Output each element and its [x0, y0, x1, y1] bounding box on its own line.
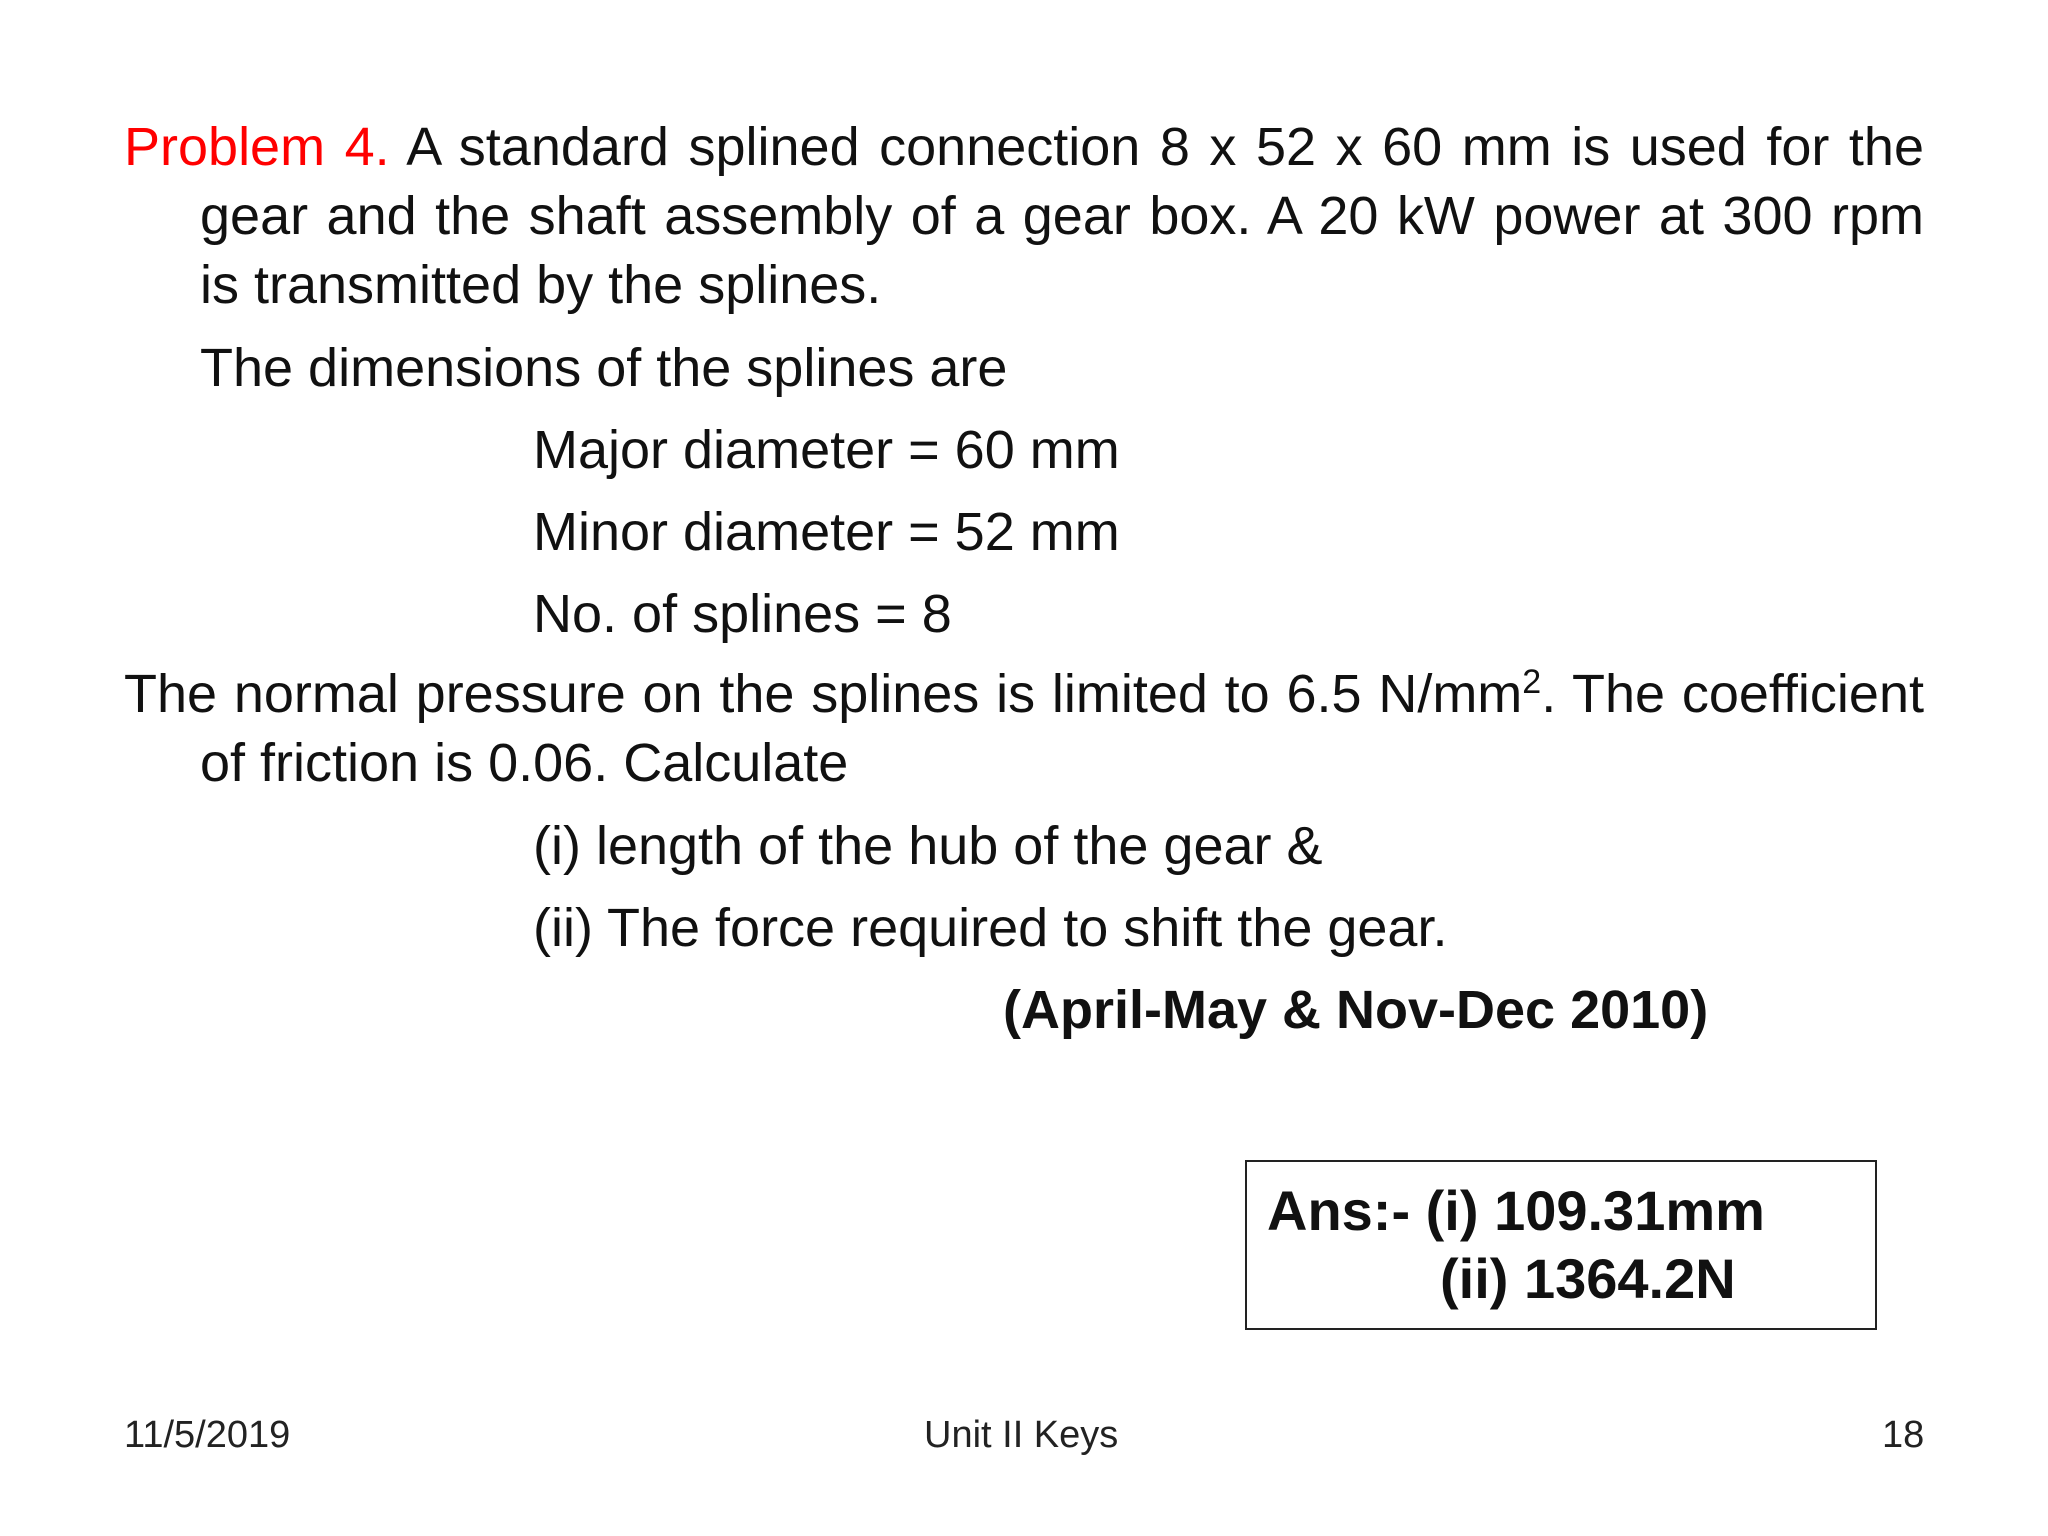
problem-text: A standard splined connection 8 x 52 x 60 mm is used for the gear and the shaft assembly of a gear box. A 20 kW power at 300 rpm is transmitted by the splines.: [200, 117, 1924, 315]
answer-line-1: Ans:- (i) 109.31mm: [1267, 1179, 1765, 1242]
task-shift-force: (ii) The force required to shift the gear.: [533, 898, 1448, 958]
pressure-tail: . The coefficient of friction is 0.06. Calculate: [200, 664, 1924, 793]
dimension-major-diameter: Major diameter = 60 mm: [533, 420, 1120, 480]
answer-box: [1245, 1160, 1877, 1330]
dimensions-intro: The dimensions of the splines are: [200, 338, 1008, 398]
exam-source: (April-May & Nov-Dec 2010): [1003, 980, 1709, 1040]
problem-statement: [124, 113, 1924, 320]
pressure-text: The normal pressure on the splines is limited to 6.5 N/mm: [124, 664, 1523, 724]
footer-page-number: 18: [1882, 1414, 1925, 1456]
footer-title: Unit II Keys: [924, 1414, 1119, 1456]
pressure-statement: [124, 660, 1924, 798]
dimension-num-splines: No. of splines = 8: [533, 584, 952, 644]
footer-date: 11/5/2019: [124, 1414, 291, 1456]
task-hub-length: (i) length of the hub of the gear &: [533, 816, 1323, 876]
answer-line-2: (ii) 1364.2N: [1440, 1247, 1736, 1310]
dimension-minor-diameter: Minor diameter = 52 mm: [533, 502, 1120, 562]
problem-label: Problem 4.: [124, 117, 390, 177]
pressure-superscript: 2: [1522, 663, 1542, 701]
